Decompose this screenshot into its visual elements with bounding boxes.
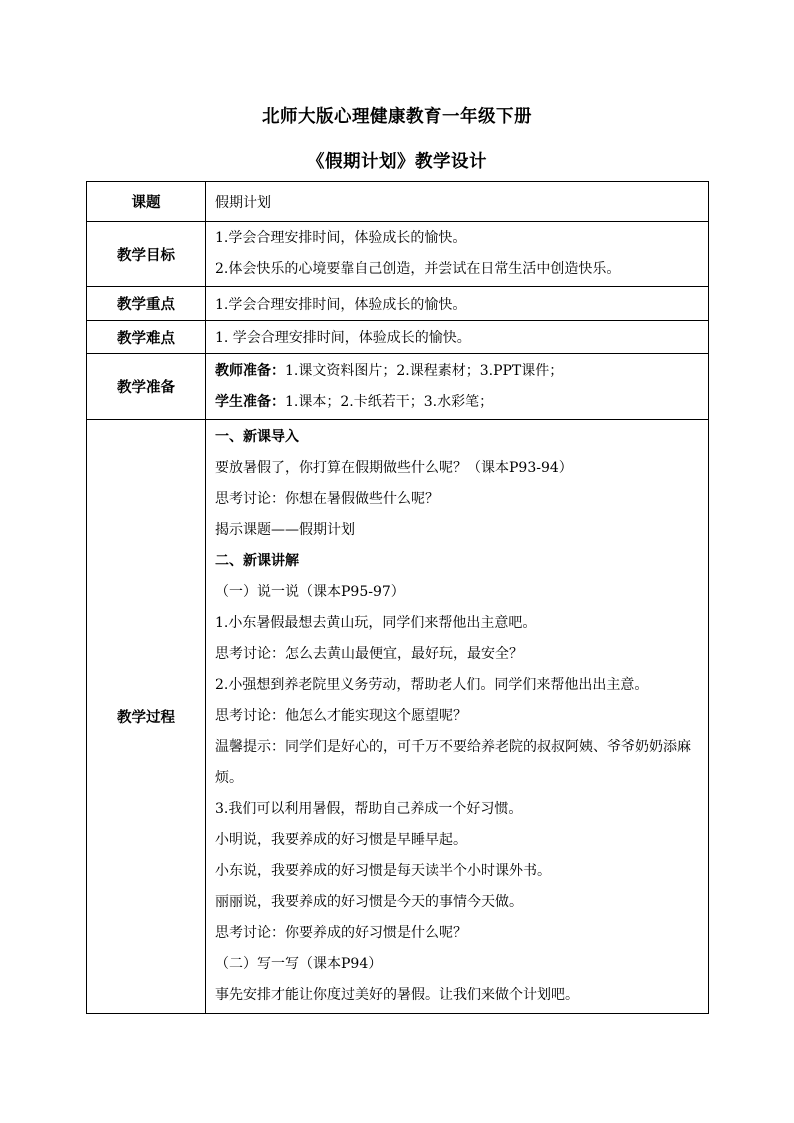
teacher-preparation-value: 1.课文资料图片；2.课程素材；3.PPT课件；	[285, 362, 564, 379]
section-heading: 二、新课讲解	[215, 553, 299, 569]
process-line: 2.小强想到养老院里义务劳动，帮助老人们。同学们来帮他出出主意。	[215, 677, 649, 693]
process-line: 思考讨论：怎么去黄山最便宜，最好玩，最安全？	[215, 646, 523, 662]
difficulties-row	[87, 321, 709, 354]
process-line: （二）写一写（课本P94）	[215, 956, 383, 972]
process-line: 要放暑假了，你打算在假期做些什么呢？（课本P93-94）	[215, 460, 573, 476]
student-preparation	[215, 387, 708, 418]
goals-row	[87, 222, 709, 287]
process-line: 揭示课题——假期计划	[215, 522, 355, 538]
process-line: 事先安排才能让你度过美好的暑假。让我们来做个计划吧。	[215, 987, 579, 1003]
topic-row	[87, 182, 709, 222]
teacher-preparation-label: 教师准备：	[215, 362, 285, 379]
process-line: 温馨提示：同学们是好心的，可千万不要给养老院的叔叔阿姨、爷爷奶奶添麻烦。	[215, 739, 691, 786]
topic-value: 假期计划	[206, 182, 709, 222]
document-title-line2: 《假期计划》教学设计	[307, 152, 487, 172]
key-points-label: 教学重点	[87, 287, 206, 321]
process-line: 小明说，我要养成的好习惯是早睡早起。	[215, 832, 467, 848]
preparation-row	[87, 354, 709, 420]
lesson-plan-table	[86, 181, 709, 1014]
process-line: 思考讨论：你要养成的好习惯是什么呢？	[215, 925, 467, 941]
section-heading: 一、新课导入	[215, 429, 299, 445]
key-points-value: 1.学会合理安排时间，体验成长的愉快。	[206, 287, 709, 321]
student-preparation-value: 1.课本；2.卡纸若干；3.水彩笔；	[285, 393, 494, 410]
process-row	[87, 420, 709, 1014]
process-line: （一）说一说（课本P95-97）	[215, 584, 405, 600]
process-label: 教学过程	[87, 420, 206, 1014]
goals-label: 教学目标	[87, 222, 206, 287]
process-line: 1.小东暑假最想去黄山玩，同学们来帮他出主意吧。	[215, 615, 537, 631]
document-title-line1: 北师大版心理健康教育一年级下册	[262, 107, 532, 127]
teacher-preparation	[215, 356, 708, 387]
preparation-label: 教学准备	[87, 354, 206, 420]
process-line: 3.我们可以利用暑假，帮助自己养成一个好习惯。	[215, 801, 523, 817]
goal-item: 1.学会合理安排时间，体验成长的愉快。	[215, 230, 467, 246]
key-points-row	[87, 287, 709, 321]
student-preparation-label: 学生准备：	[215, 393, 285, 410]
topic-label: 课题	[87, 182, 206, 222]
process-line: 丽丽说，我要养成的好习惯是今天的事情今天做。	[215, 894, 523, 910]
goal-item: 2.体会快乐的心境要靠自己创造，并尝试在日常生活中创造快乐。	[215, 261, 621, 277]
difficulties-value: 1. 学会合理安排时间，体验成长的愉快。	[206, 321, 709, 354]
process-line: 思考讨论：他怎么才能实现这个愿望呢？	[215, 708, 467, 724]
process-line: 小东说，我要养成的好习惯是每天读半个小时课外书。	[215, 863, 551, 879]
process-line: 思考讨论：你想在暑假做些什么呢？	[215, 491, 439, 507]
difficulties-label: 教学难点	[87, 321, 206, 354]
